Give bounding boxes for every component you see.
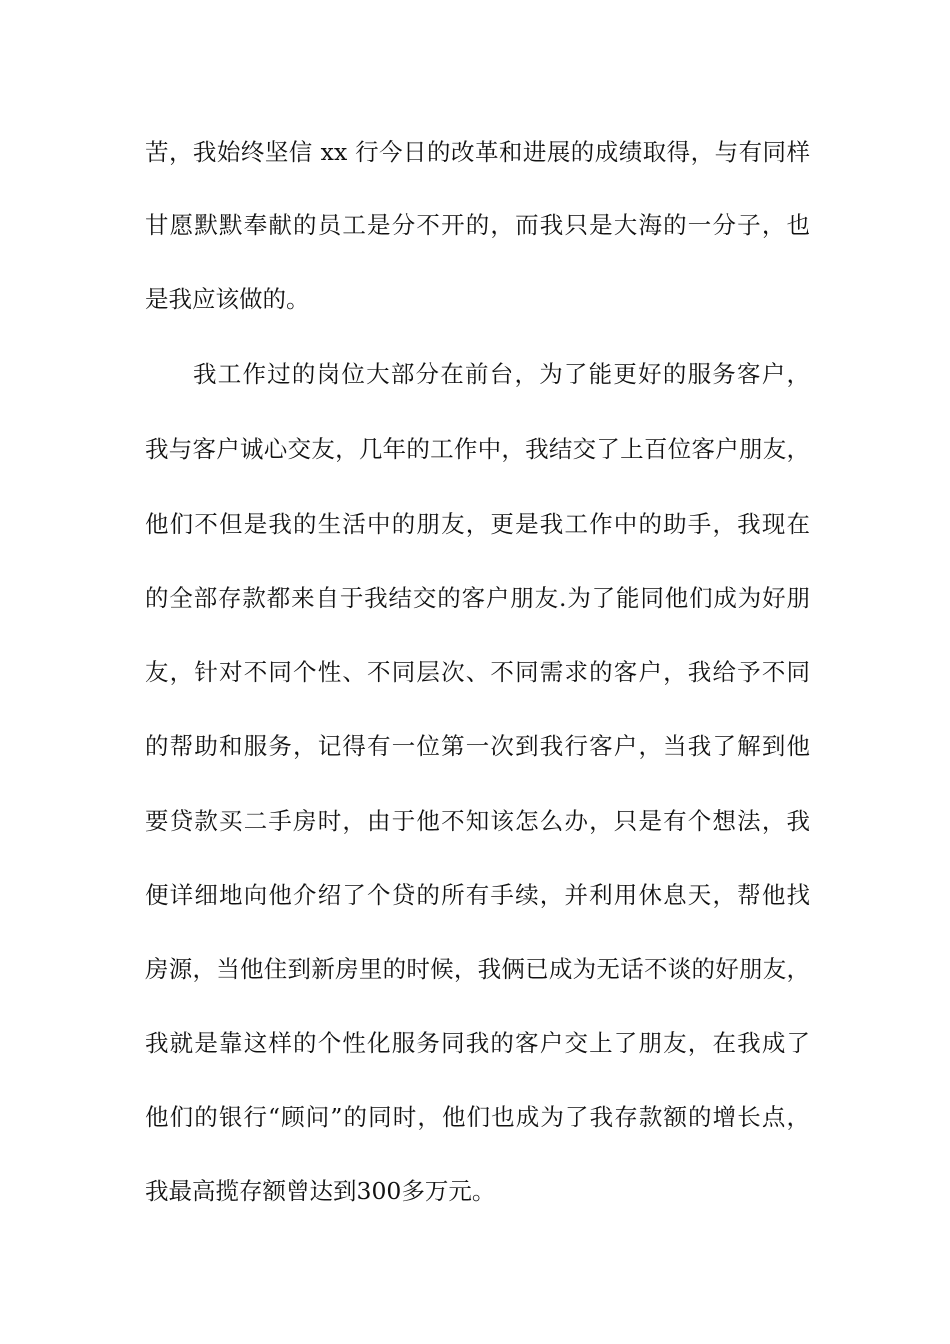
text-line: 甘愿默默奉献的员工是分不开的，而我只是大海的一分子，也 bbox=[145, 211, 810, 239]
text-line: 苦，我始终坚信 xx 行今日的改革和进展的成绩取得，与有同样 bbox=[145, 138, 810, 166]
text-line: 我与客户诚心交友，几年的工作中，我结交了上百位客户朋友， bbox=[145, 435, 810, 463]
text-line: 是我应该做的。 bbox=[145, 285, 310, 313]
text-line: 的帮助和服务，记得有一位第一次到我行客户，当我了解到他 bbox=[145, 732, 810, 760]
text-line: 我最高揽存额曾达到300多万元。 bbox=[145, 1177, 496, 1205]
text-line: 要贷款买二手房时，由于他不知该怎么办，只是有个想法，我 bbox=[145, 807, 810, 835]
paragraph-first-line: 我工作过的岗位大部分在前台，为了能更好的服务客户， bbox=[193, 360, 810, 388]
text-line: 的全部存款都来自于我结交的客户朋友.为了能同他们成为好朋 bbox=[145, 584, 810, 612]
text-line: 我就是靠这样的个性化服务同我的客户交上了朋友，在我成了 bbox=[145, 1029, 810, 1057]
text-line: 便详细地向他介绍了个贷的所有手续，并利用休息天，帮他找 bbox=[145, 881, 810, 909]
text-line: 他们不但是我的生活中的朋友，更是我工作中的助手，我现在 bbox=[145, 510, 810, 538]
text-line: 房源，当他住到新房里的时候，我俩已成为无话不谈的好朋友， bbox=[145, 955, 810, 983]
text-line: 他们的银行“顾问”的同时，他们也成为了我存款额的增长点， bbox=[145, 1103, 810, 1131]
text-line: 友，针对不同个性、不同层次、不同需求的客户，我给予不同 bbox=[145, 658, 810, 686]
